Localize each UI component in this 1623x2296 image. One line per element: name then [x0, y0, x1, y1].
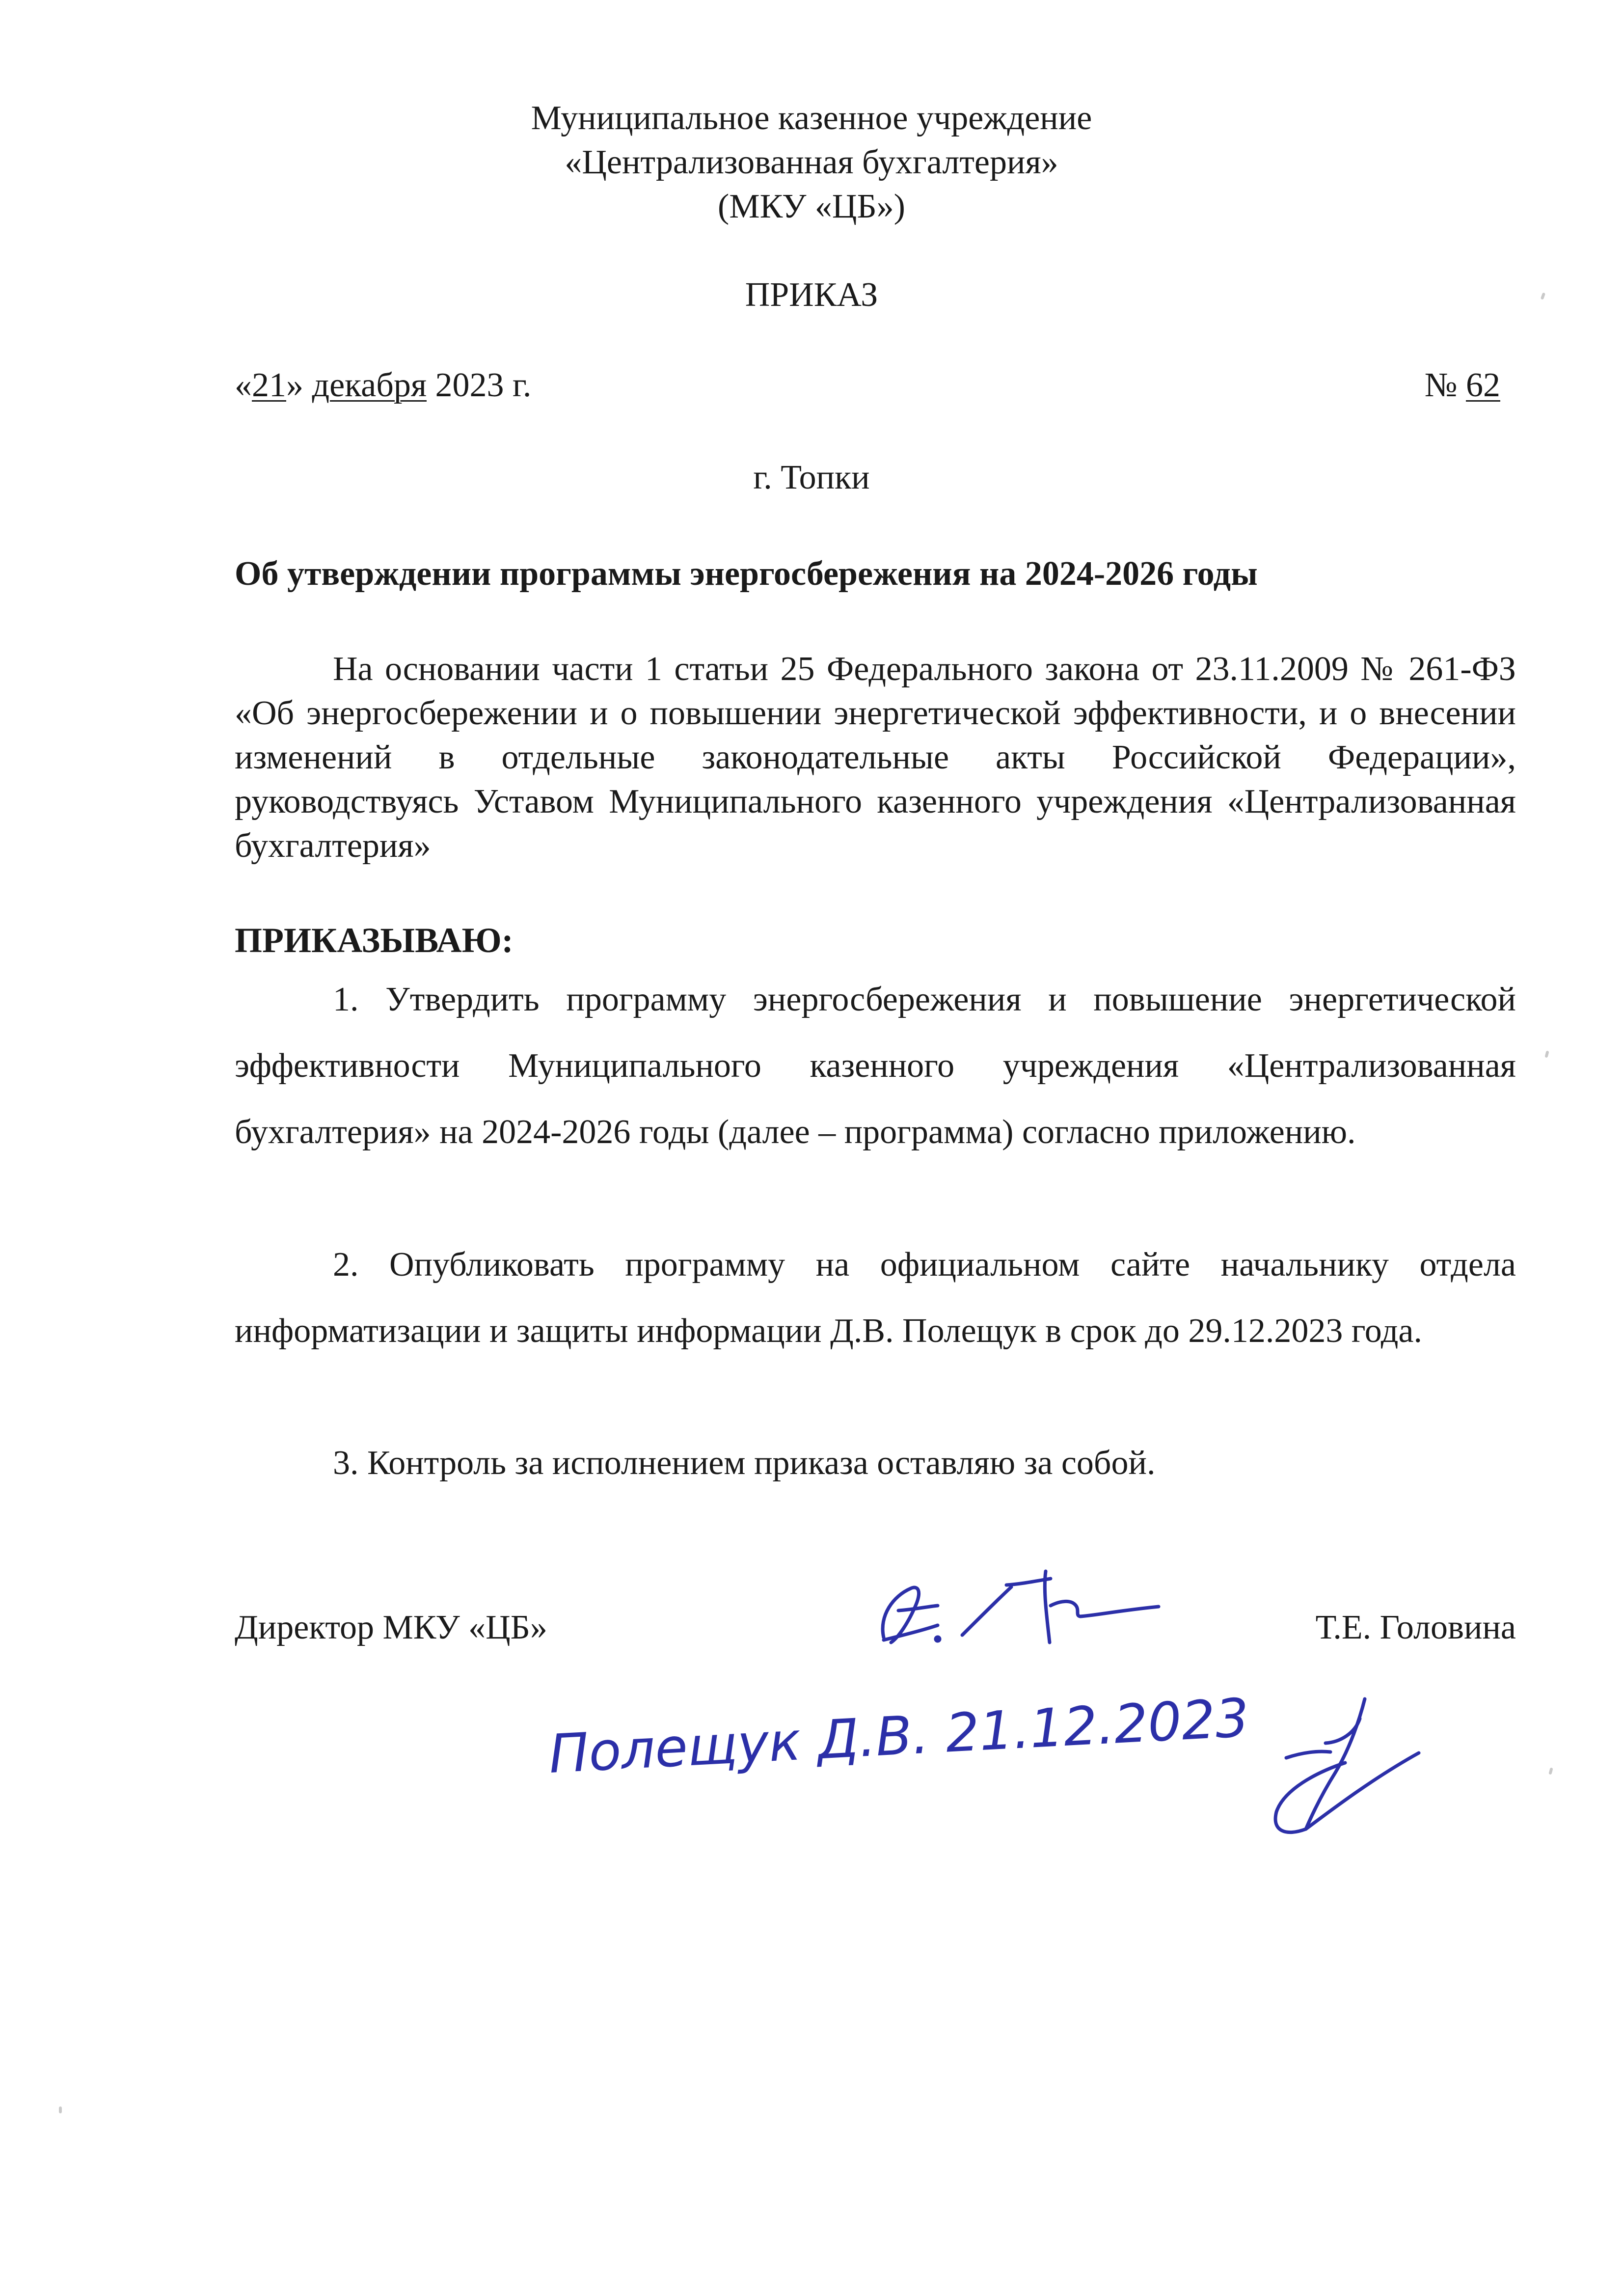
date-open-quote: «	[235, 366, 252, 404]
handwritten-acknowledgement	[547, 1687, 1434, 1856]
acknowledgement-signature	[1275, 1699, 1419, 1832]
basis-paragraph: На основании части 1 статьи 25 Федерального закона от 23.11.2009 № 261-ФЗ «Об энергосбережении и о повышении энергетической эффективности, и о внесении изменений в отдельные законодательные акты Российской Федерации», руководствуясь Уставом Муниципального казенного учреждения «Централизованная бухгалтерия»	[235, 650, 1516, 865]
order-item-2: 2. Опубликовать программу на официальном сайте начальнику отдела информатизации и защиты информации Д.В. Полещук в срок до 29.12.2023 года.	[235, 1246, 1516, 1350]
order-title: Об утверждении программы энергосбережения на 2024-2026 годы	[235, 555, 1258, 593]
director-signature	[864, 1552, 1168, 1665]
order-item-1: 1. Утвердить программу энергосбережения и повышение энергетической эффективности Муниципального казенного учреждения «Централизованная бухгалтерия» на 2024-2026 годы (далее – программа) согласно приложению.	[235, 981, 1516, 1151]
order-number	[1425, 363, 1500, 408]
signatory-position: Директор МКУ «ЦБ»	[235, 1609, 547, 1646]
date-year: 2023 г.	[435, 366, 532, 404]
signatory-name: Т.Е. Головина	[1315, 1609, 1516, 1646]
date-month: декабря	[312, 366, 427, 404]
org-abbreviation: (МКУ «ЦБ»)	[718, 188, 905, 225]
order-date	[235, 363, 531, 408]
date-day: 21	[252, 366, 286, 404]
city: г. Топки	[753, 459, 870, 496]
order-item-3: 3. Контроль за исполнением приказа оставляю за собой.	[333, 1444, 1156, 1482]
document-type: ПРИКАЗ	[745, 276, 878, 314]
org-name-line-1: Муниципальное казенное учреждение	[531, 99, 1092, 137]
order-word: ПРИКАЗЫВАЮ:	[235, 921, 514, 960]
org-name-line-2: «Централизованная бухгалтерия»	[565, 143, 1058, 181]
acknowledgement-text: Полещук Д.В. 21.12.2023	[547, 1687, 1251, 1785]
number-value: 62	[1466, 366, 1500, 404]
number-label: №	[1424, 366, 1458, 404]
date-close-quote: »	[286, 366, 303, 404]
